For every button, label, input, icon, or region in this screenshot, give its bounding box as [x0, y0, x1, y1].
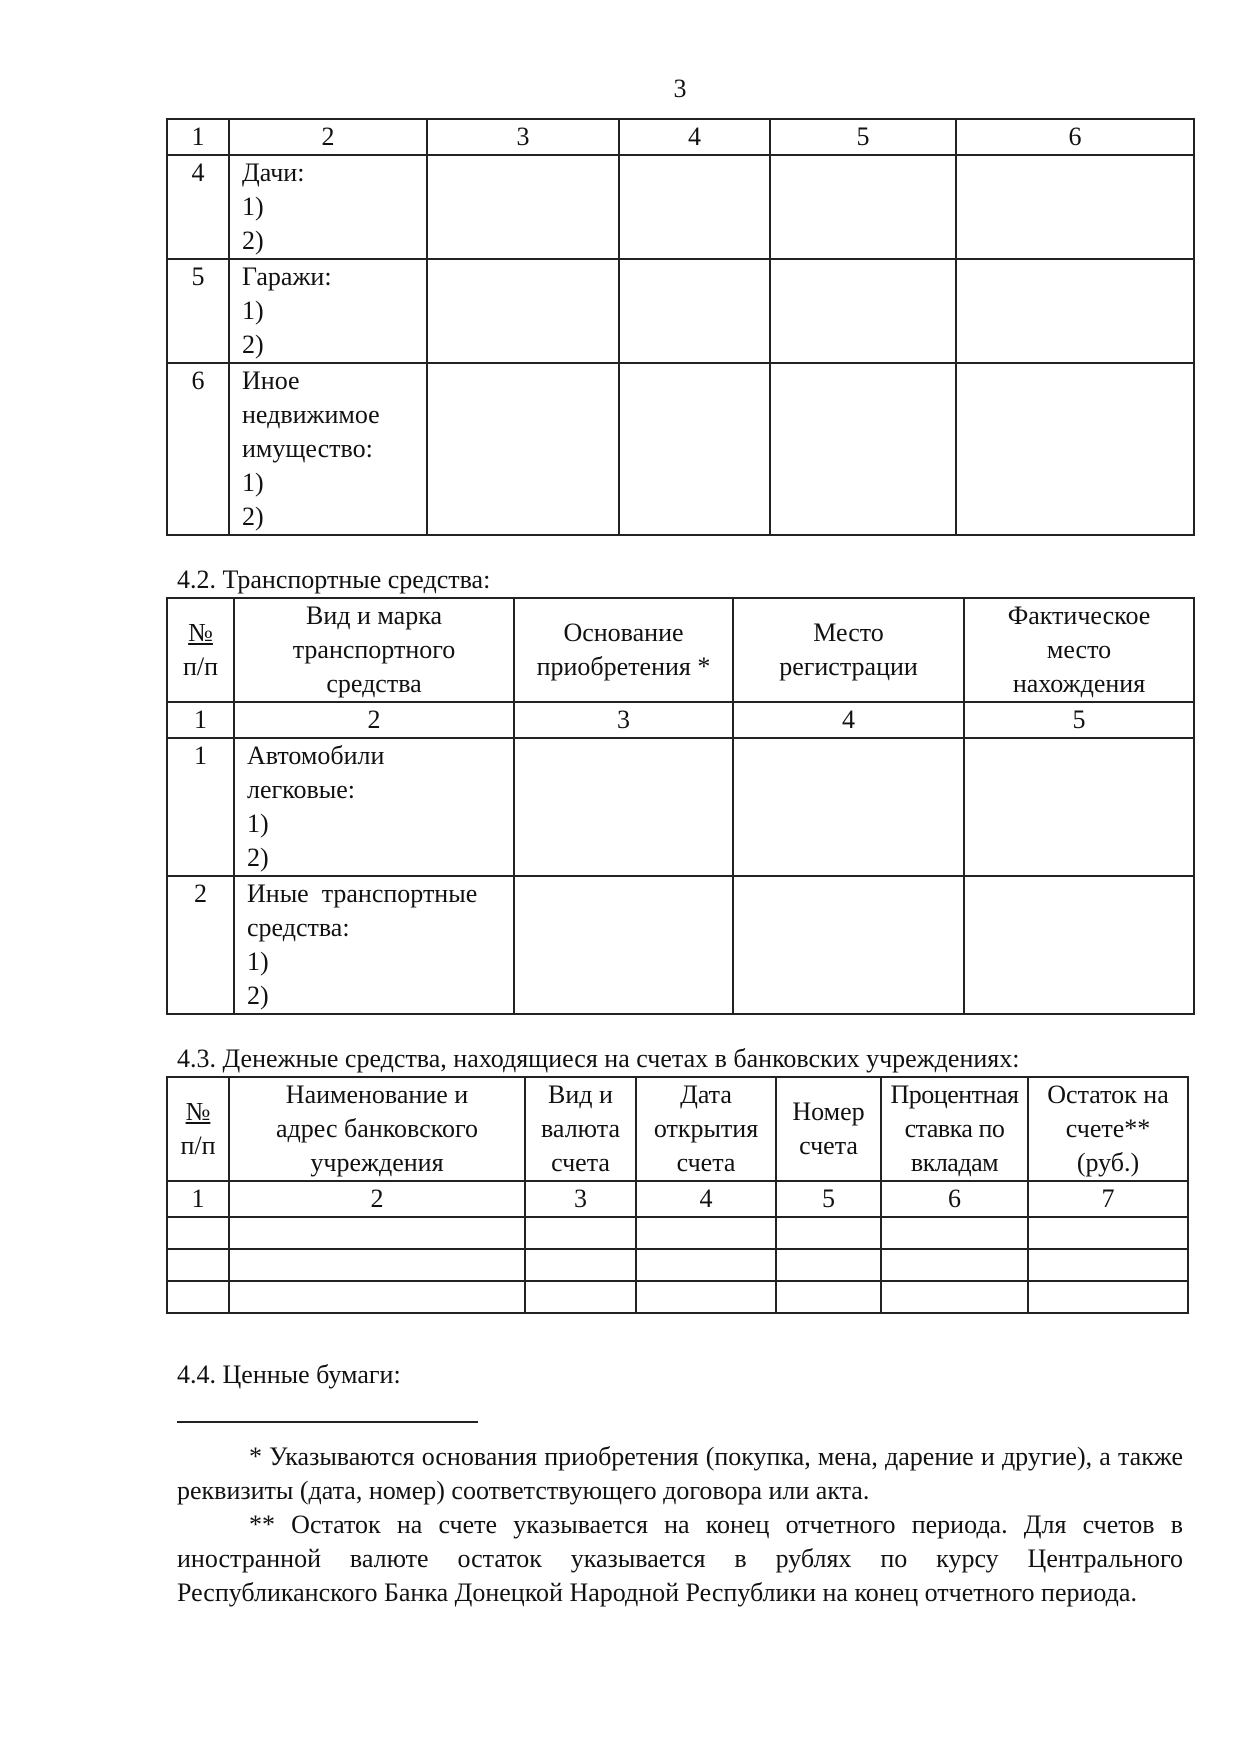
empty-cell[interactable]	[167, 1281, 229, 1313]
header-line: Основание	[563, 618, 684, 647]
table-row-passenger-cars	[167, 738, 1194, 876]
empty-cell[interactable]	[525, 1281, 636, 1313]
empty-cell[interactable]	[229, 1217, 525, 1249]
header-line: Наименование и	[285, 1080, 469, 1109]
empty-cell[interactable]	[636, 1281, 776, 1313]
table-row-empty	[167, 1281, 1188, 1313]
bank-accounts-table	[166, 1076, 1189, 1314]
column-number: 5	[776, 1181, 881, 1217]
empty-cell[interactable]	[427, 155, 619, 259]
empty-cell[interactable]	[427, 363, 619, 535]
row-number: 5	[167, 259, 229, 363]
header-line: Остаток на	[1047, 1080, 1169, 1109]
empty-cell[interactable]	[427, 259, 619, 363]
table-row-dachi	[167, 155, 1194, 259]
column-number: 1	[167, 702, 234, 738]
empty-cell[interactable]	[881, 1281, 1028, 1313]
header-line: Процентная	[890, 1080, 1019, 1109]
header-line: вкладам	[910, 1148, 999, 1177]
header-cell-interest-rate	[881, 1077, 1028, 1181]
header-line: Место	[813, 618, 884, 647]
header-cell-account-type	[525, 1077, 636, 1181]
empty-cell[interactable]	[776, 1249, 881, 1281]
row-label-line: 1)	[242, 468, 264, 497]
header-line: Вид и	[548, 1080, 613, 1109]
empty-cell[interactable]	[881, 1249, 1028, 1281]
column-number: 3	[427, 119, 619, 155]
empty-cell[interactable]	[619, 259, 770, 363]
header-line: Вид и марка	[306, 601, 442, 630]
header-line: Дата	[680, 1080, 732, 1109]
column-number-row	[167, 119, 1194, 155]
header-cell-acquisition-basis	[514, 598, 733, 702]
section-heading-bank-accounts: 4.3. Денежные средства, находящиеся на счетах в банковских учреждениях:	[177, 1044, 1020, 1073]
empty-cell[interactable]	[733, 876, 964, 1014]
header-line: место	[1046, 635, 1112, 664]
row-label-line: 2)	[247, 843, 269, 872]
row-number: 6	[167, 363, 229, 535]
column-number: 4	[619, 119, 770, 155]
empty-cell[interactable]	[619, 155, 770, 259]
empty-cell[interactable]	[776, 1281, 881, 1313]
empty-cell[interactable]	[514, 876, 733, 1014]
empty-cell[interactable]	[167, 1217, 229, 1249]
empty-cell[interactable]	[1028, 1281, 1188, 1313]
row-label-line: Гаражи:	[242, 262, 332, 291]
header-cell-number	[167, 598, 234, 702]
empty-cell[interactable]	[964, 738, 1194, 876]
header-line: адрес банковского	[276, 1114, 478, 1143]
header-line: Номер	[792, 1097, 865, 1126]
row-label-line: 1)	[242, 296, 264, 325]
footnotes	[177, 1440, 1183, 1610]
header-line: (руб.)	[1076, 1148, 1140, 1177]
header-line: №	[185, 1097, 211, 1126]
empty-cell[interactable]	[733, 738, 964, 876]
header-line: валюта	[541, 1114, 620, 1143]
table-row-empty	[167, 1249, 1188, 1281]
row-label-line: легковые:	[247, 775, 355, 804]
column-number: 5	[770, 119, 956, 155]
row-label-line: 2)	[242, 502, 264, 531]
header-line: открытия	[653, 1114, 759, 1143]
row-number: 2	[167, 876, 234, 1014]
header-line: №	[188, 618, 213, 647]
header-cell-vehicle-type	[234, 598, 514, 702]
empty-cell[interactable]	[167, 1249, 229, 1281]
column-number: 1	[167, 119, 229, 155]
empty-cell[interactable]	[525, 1217, 636, 1249]
row-label-line: недвижимое	[242, 400, 380, 429]
header-cell-balance	[1028, 1077, 1188, 1181]
empty-cell[interactable]	[770, 259, 956, 363]
empty-cell[interactable]	[619, 363, 770, 535]
empty-cell[interactable]	[229, 1249, 525, 1281]
row-label-line: 1)	[247, 809, 269, 838]
empty-cell[interactable]	[636, 1217, 776, 1249]
row-number: 1	[167, 738, 234, 876]
row-label-line: 2)	[242, 226, 264, 255]
header-cell-open-date	[636, 1077, 776, 1181]
column-number: 2	[229, 1181, 525, 1217]
empty-cell[interactable]	[770, 155, 956, 259]
header-line: счета	[676, 1148, 736, 1177]
footnote-account-balance: ** Остаток на счете указывается на конец отчетного периода. Для счетов в иностранной валюте остаток указывается в рублях по курсу Центрального Республиканского Банка Донецкой Народной Республики на конец отчетного периода.	[177, 1510, 1183, 1607]
row-label-line: 1)	[247, 947, 269, 976]
footnote-separator	[177, 1421, 478, 1423]
column-number: 4	[636, 1181, 776, 1217]
row-label	[229, 155, 427, 259]
row-label-line: Автомобили	[247, 741, 385, 770]
row-label-line: Иные транспортные	[247, 879, 478, 908]
header-row	[167, 598, 1194, 702]
header-row	[167, 1077, 1188, 1181]
column-number-row	[167, 1181, 1188, 1217]
empty-cell[interactable]	[956, 363, 1194, 535]
header-line: учреждения	[310, 1148, 444, 1177]
header-line: транспортного	[292, 635, 456, 664]
header-line: счета	[799, 1131, 858, 1160]
table-row-garages	[167, 259, 1194, 363]
header-cell-bank-name	[229, 1077, 525, 1181]
column-number: 2	[234, 702, 514, 738]
vehicles-table	[166, 597, 1195, 1015]
header-line: приобретения *	[536, 652, 711, 681]
column-number: 4	[733, 702, 964, 738]
header-line: п/п	[182, 652, 219, 681]
header-line: Фактическое	[1007, 601, 1151, 630]
empty-cell[interactable]	[636, 1249, 776, 1281]
header-cell-registration-place	[733, 598, 964, 702]
row-label	[229, 363, 427, 535]
header-line: п/п	[180, 1131, 216, 1160]
row-label-line: 2)	[247, 981, 269, 1010]
table-row-other-real-estate	[167, 363, 1194, 535]
empty-cell[interactable]	[1028, 1217, 1188, 1249]
real-estate-table-continued	[166, 118, 1195, 536]
column-number: 1	[167, 1181, 229, 1217]
header-line: счете**	[1065, 1114, 1151, 1143]
header-line: средства	[326, 669, 422, 698]
row-label-line: 1)	[242, 192, 264, 221]
empty-cell[interactable]	[514, 738, 733, 876]
header-cell-actual-location	[964, 598, 1194, 702]
empty-cell[interactable]	[776, 1217, 881, 1249]
section-heading-securities: 4.4. Ценные бумаги:	[177, 1360, 401, 1389]
column-number: 6	[881, 1181, 1028, 1217]
column-number: 2	[229, 119, 427, 155]
footnote-acquisition-basis: * Указываются основания приобретения (покупка, мена, дарение и другие), а также реквизиты (дата, номер) соответствующего договора или акта.	[177, 1442, 1183, 1505]
empty-cell[interactable]	[956, 155, 1194, 259]
row-label-line: Иное	[242, 366, 300, 395]
header-cell-account-number	[776, 1077, 881, 1181]
empty-cell[interactable]	[770, 363, 956, 535]
header-line: регистрации	[779, 652, 918, 681]
row-label	[234, 876, 514, 1014]
row-label	[229, 259, 427, 363]
row-label-line: 2)	[242, 330, 264, 359]
section-heading-vehicles: 4.2. Транспортные средства:	[177, 565, 491, 594]
empty-cell[interactable]	[229, 1281, 525, 1313]
page-number: 3	[673, 74, 687, 103]
empty-cell[interactable]	[964, 876, 1194, 1014]
empty-cell[interactable]	[525, 1249, 636, 1281]
row-label-line: средства:	[247, 913, 350, 942]
empty-cell[interactable]	[1028, 1249, 1188, 1281]
row-label-line: имущество:	[242, 434, 373, 463]
row-label-line: Дачи:	[242, 158, 305, 187]
column-number: 3	[514, 702, 733, 738]
column-number: 6	[956, 119, 1194, 155]
empty-cell[interactable]	[956, 259, 1194, 363]
header-line: счета	[551, 1148, 610, 1177]
header-line: нахождения	[1012, 669, 1146, 698]
row-number: 4	[167, 155, 229, 259]
header-cell-number	[167, 1077, 229, 1181]
header-line: ставка по	[904, 1114, 1005, 1143]
column-number: 3	[525, 1181, 636, 1217]
column-number: 5	[964, 702, 1194, 738]
row-label	[234, 738, 514, 876]
column-number: 7	[1028, 1181, 1188, 1217]
column-number-row	[167, 702, 1194, 738]
empty-cell[interactable]	[881, 1217, 1028, 1249]
table-row-other-vehicles	[167, 876, 1194, 1014]
table-row-empty	[167, 1217, 1188, 1249]
